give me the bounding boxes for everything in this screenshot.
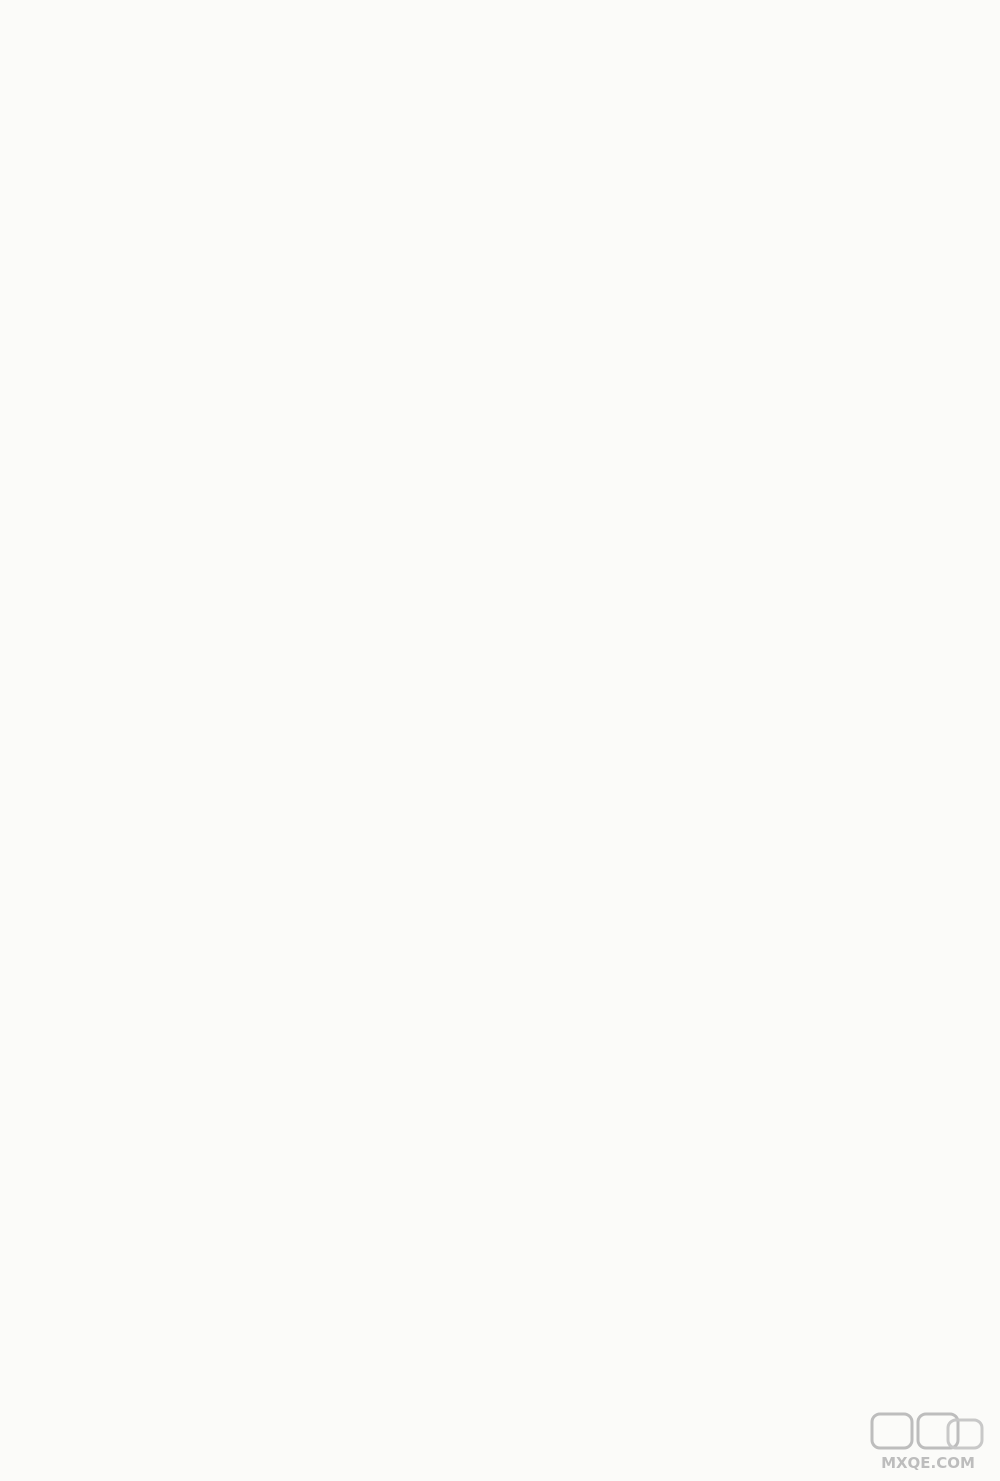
svg-text:MXQE.COM: MXQE.COM bbox=[881, 1454, 975, 1472]
watermark-logo bbox=[868, 1412, 988, 1474]
